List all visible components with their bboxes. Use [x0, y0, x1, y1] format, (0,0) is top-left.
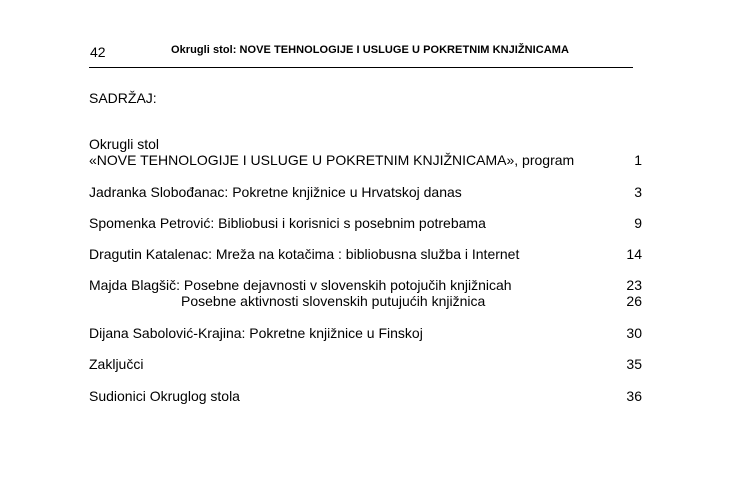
toc-entry-page: 36: [626, 388, 642, 404]
toc-entry-page: 1: [634, 152, 642, 168]
toc-entry-page: 14: [626, 246, 642, 262]
toc-entry-title: Okrugli stol: [89, 136, 160, 152]
toc-entry-title: Sudionici Okruglog stola: [89, 388, 240, 404]
toc-entry-page: 3: [634, 184, 642, 200]
toc-entry-title: «NOVE TEHNOLOGIJE I USLUGE U POKRETNIM KNJIŽNICAMA», program: [89, 152, 575, 168]
toc-heading: SADRŽAJ:: [89, 90, 157, 106]
toc-entry-title: Dijana Sabolović-Krajina: Pokretne knjižnice u Finskoj: [89, 325, 423, 341]
toc-entry-page: 26: [626, 293, 642, 309]
toc-entry-page: 35: [626, 356, 642, 372]
toc-entry-title: Dragutin Katalenac: Mreža na kotačima : bibliobusna služba i Internet: [89, 246, 520, 262]
toc-entry-title: Majda Blagšič: Posebne dejavnosti v slovenskih potojučih knjižnicah: [89, 277, 512, 293]
toc-entry-title: Zaključci: [89, 356, 144, 372]
toc-entry-title: Posebne aktivnosti slovenskih putujućih knjižnica: [181, 293, 486, 309]
toc-entry-title: Jadranka Slobođanac: Pokretne knjižnice u Hrvatskoj danas: [89, 184, 462, 200]
toc-entry-page: 30: [626, 325, 642, 341]
toc-entry-page: 23: [626, 277, 642, 293]
header-divider: [89, 67, 633, 68]
toc-entry-page: 9: [634, 215, 642, 231]
toc-entry-title: Spomenka Petrović: Bibliobusi i korisnici s posebnim potrebama: [89, 215, 486, 231]
page-number: 42: [90, 44, 106, 60]
running-title: Okrugli stol: NOVE TEHNOLOGIJE I USLUGE U POKRETNIM KNJIŽNICAMA: [171, 44, 569, 56]
